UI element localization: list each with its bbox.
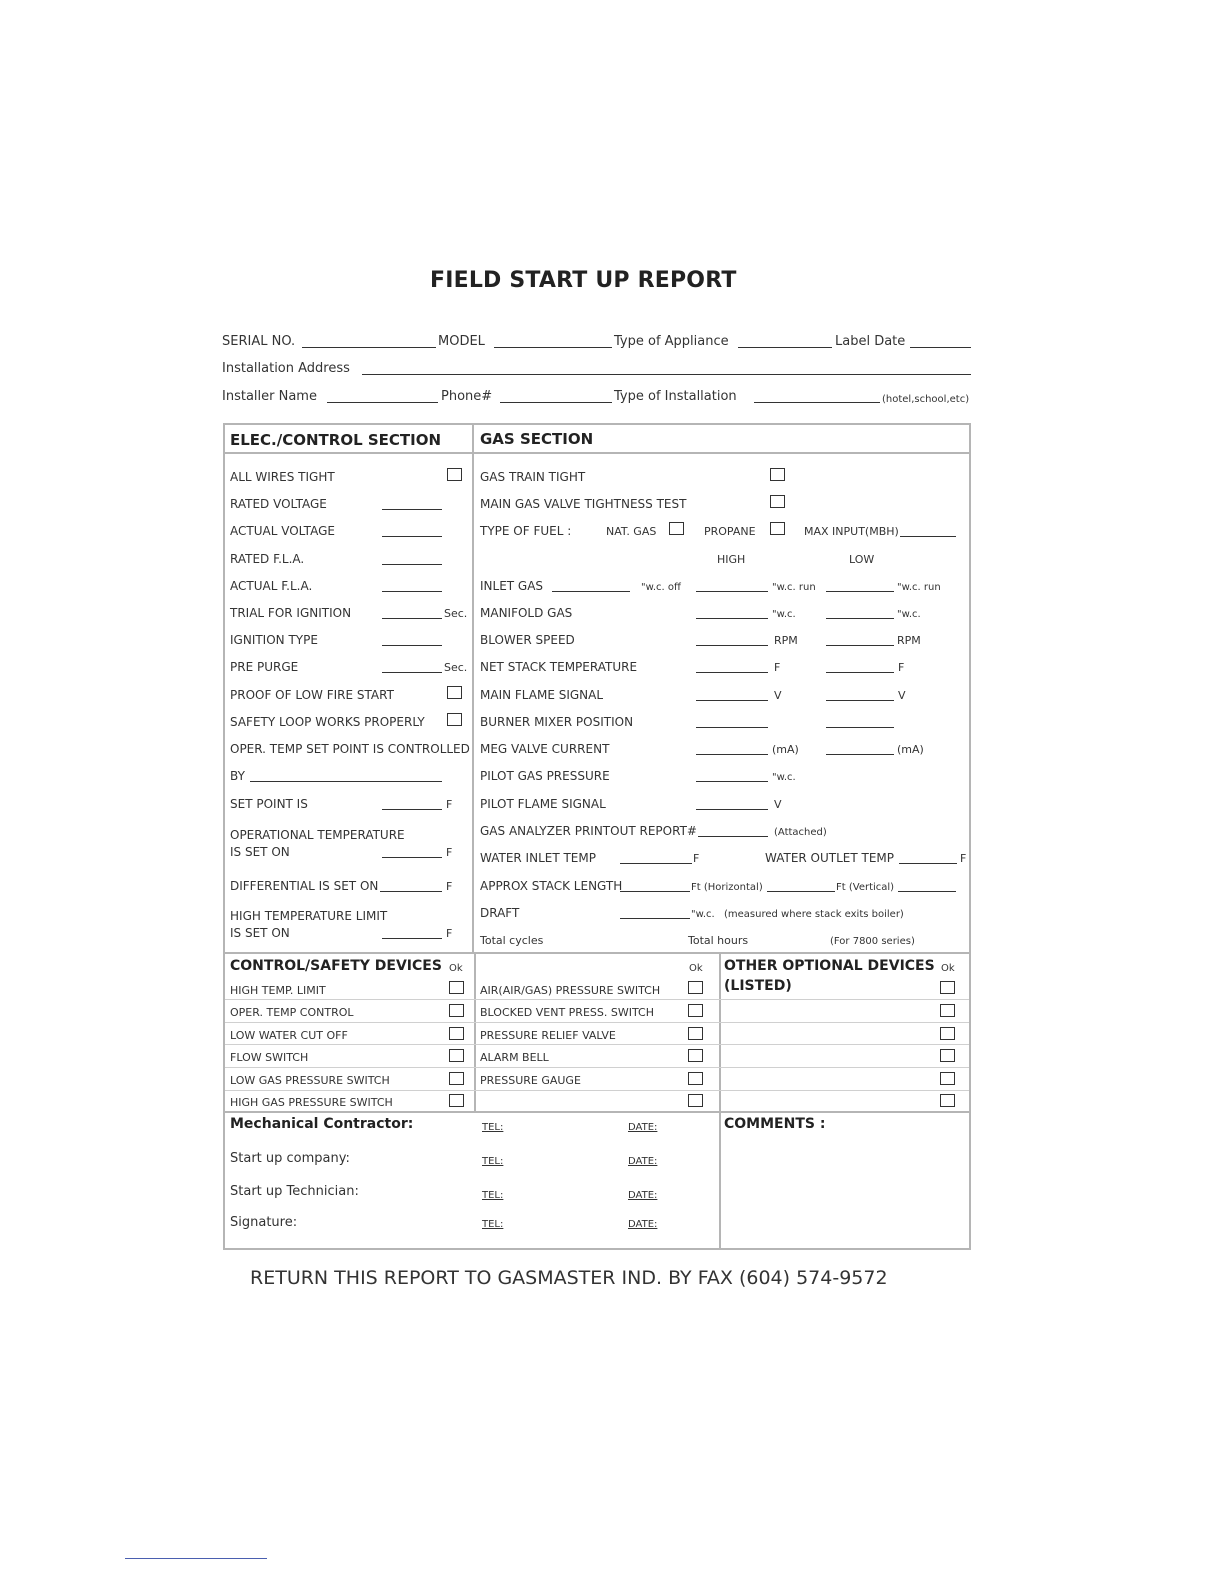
comments-label: COMMENTS :: [724, 1116, 826, 1132]
startup-technician-date[interactable]: DATE:: [628, 1190, 658, 1201]
total-cycles-label: Total cycles: [480, 934, 544, 947]
differential-unit: F: [446, 880, 453, 893]
blower-high-unit: RPM: [774, 634, 798, 647]
inlet-gas-off-field[interactable]: [552, 591, 630, 592]
set-point-label: SET POINT IS: [230, 797, 308, 811]
stack-extra-field[interactable]: [898, 891, 956, 892]
analyzer-label: GAS ANALYZER PRINTOUT REPORT#: [480, 824, 697, 838]
actual-fla-label: ACTUAL F.L.A.: [230, 579, 313, 593]
middle-device-label: PRESSURE RELIEF VALVE: [480, 1029, 616, 1042]
middle-device-checkbox[interactable]: [688, 1072, 703, 1085]
middle-device-checkbox[interactable]: [688, 1049, 703, 1062]
control-device-label: HIGH GAS PRESSURE SWITCH: [230, 1096, 393, 1109]
oper-temp-label: OPER. TEMP SET POINT IS CONTROLLED: [230, 742, 470, 756]
contacts-top-divider: [223, 1111, 971, 1113]
signature-date[interactable]: DATE:: [628, 1219, 658, 1230]
set-point-field[interactable]: [382, 809, 442, 810]
manifold-low-field[interactable]: [826, 618, 894, 619]
low-fire-checkbox[interactable]: [447, 686, 462, 699]
devices-top-divider: [223, 952, 971, 954]
main-flame-high-unit: V: [774, 689, 782, 702]
rated-voltage-field[interactable]: [382, 509, 442, 510]
devices-divider-1: [474, 952, 476, 1112]
device-row-divider: [225, 1022, 969, 1023]
actual-voltage-label: ACTUAL VOLTAGE: [230, 524, 335, 538]
label-date-label: Label Date: [835, 334, 906, 349]
nat-gas-checkbox[interactable]: [669, 522, 684, 535]
mixer-low-field[interactable]: [826, 727, 894, 728]
control-device-checkbox[interactable]: [449, 1049, 464, 1062]
label-date-field[interactable]: [910, 347, 971, 348]
install-type-label: Type of Installation: [614, 389, 737, 404]
other-device-checkbox[interactable]: [940, 981, 955, 994]
blower-high-field[interactable]: [696, 645, 768, 646]
water-outlet-unit: F: [960, 852, 967, 865]
propane-checkbox[interactable]: [770, 522, 785, 535]
main-flame-low-unit: V: [898, 689, 906, 702]
other-device-checkbox[interactable]: [940, 1072, 955, 1085]
operational-temp-unit: F: [446, 846, 453, 859]
rated-voltage-label: RATED VOLTAGE: [230, 497, 327, 511]
appliance-field[interactable]: [738, 347, 832, 348]
control-device-label: LOW WATER CUT OFF: [230, 1029, 348, 1042]
set-point-unit: F: [446, 798, 453, 811]
by-field[interactable]: [250, 781, 442, 782]
differential-label: DIFFERENTIAL IS SET ON: [230, 879, 379, 893]
installer-field[interactable]: [327, 402, 438, 403]
ignition-type-field[interactable]: [382, 645, 442, 646]
startup-technician-tel[interactable]: TEL:: [482, 1190, 504, 1201]
stack-temp-high-unit: F: [774, 661, 781, 674]
control-device-checkbox[interactable]: [449, 1027, 464, 1040]
appliance-label: Type of Appliance: [614, 334, 729, 349]
startup-technician-label: Start up Technician:: [230, 1184, 359, 1199]
serial-field[interactable]: [302, 347, 436, 348]
blower-low-field[interactable]: [826, 645, 894, 646]
other-ok-label: Ok: [941, 963, 955, 974]
water-inlet-field[interactable]: [620, 863, 692, 864]
middle-device-checkbox[interactable]: [688, 1027, 703, 1040]
mechanical-contractor-tel[interactable]: TEL:: [482, 1122, 504, 1133]
total-hours-label: Total hours: [688, 934, 749, 947]
stack-horizontal-unit: Ft (Horizontal): [691, 882, 763, 893]
stack-temp-low-field[interactable]: [826, 672, 894, 673]
high-column-label: HIGH: [717, 553, 746, 566]
wires-checkbox[interactable]: [447, 468, 462, 481]
other-device-checkbox[interactable]: [940, 1027, 955, 1040]
operational-temp-field[interactable]: [382, 857, 442, 858]
inlet-gas-low-unit: "w.c. run: [897, 582, 941, 593]
pre-purge-unit: Sec.: [444, 661, 468, 674]
water-outlet-field[interactable]: [899, 863, 957, 864]
section-header-divider: [223, 452, 971, 454]
meg-current-label: MEG VALVE CURRENT: [480, 742, 610, 756]
device-row-divider: [225, 1044, 969, 1045]
middle-device-checkbox[interactable]: [688, 981, 703, 994]
control-device-checkbox[interactable]: [449, 1094, 464, 1107]
other-devices-heading-2: (LISTED): [724, 978, 792, 994]
meg-low-unit: (mA): [897, 743, 924, 756]
serial-label: SERIAL NO.: [222, 334, 296, 349]
high-limit-label-2: IS SET ON: [230, 926, 290, 940]
wires-label: ALL WIRES TIGHT: [230, 470, 335, 484]
control-device-label: FLOW SWITCH: [230, 1051, 309, 1064]
stack-temp-low-unit: F: [898, 661, 905, 674]
return-instructions: RETURN THIS REPORT TO GASMASTER IND. BY FAX (604) 574-9572: [250, 1267, 888, 1289]
address-field[interactable]: [362, 374, 971, 375]
control-device-checkbox[interactable]: [449, 1072, 464, 1085]
pilot-pressure-unit: "w.c.: [772, 772, 796, 783]
high-limit-field[interactable]: [382, 938, 442, 939]
meg-high-field[interactable]: [696, 754, 768, 755]
analyzer-field[interactable]: [698, 836, 768, 837]
main-valve-checkbox[interactable]: [770, 495, 785, 508]
manifold-low-unit: "w.c.: [897, 609, 921, 620]
max-input-field[interactable]: [900, 536, 956, 537]
draft-field[interactable]: [620, 918, 690, 919]
inlet-gas-high-unit: "w.c. run: [772, 582, 816, 593]
control-device-label: OPER. TEMP CONTROL: [230, 1006, 354, 1019]
other-device-checkbox[interactable]: [940, 1094, 955, 1107]
manifold-high-unit: "w.c.: [772, 609, 796, 620]
actual-fla-field[interactable]: [382, 591, 442, 592]
blower-speed-label: BLOWER SPEED: [480, 633, 575, 647]
draft-label: DRAFT: [480, 906, 520, 920]
control-device-checkbox[interactable]: [449, 981, 464, 994]
high-limit-label: HIGH TEMPERATURE LIMIT: [230, 909, 388, 923]
mixer-position-label: BURNER MIXER POSITION: [480, 715, 634, 729]
main-valve-label: MAIN GAS VALVE TIGHTNESS TEST: [480, 497, 687, 511]
safety-loop-label: SAFETY LOOP WORKS PROPERLY: [230, 715, 425, 729]
elec-heading: ELEC./CONTROL SECTION: [230, 431, 442, 449]
series-note: (For 7800 series): [830, 936, 915, 947]
pre-purge-field[interactable]: [382, 672, 442, 673]
low-column-label: LOW: [849, 553, 875, 566]
differential-field[interactable]: [380, 891, 442, 892]
middle-device-checkbox[interactable]: [688, 1094, 703, 1107]
address-label: Installation Address: [222, 361, 350, 376]
high-limit-unit: F: [446, 927, 453, 940]
other-device-checkbox[interactable]: [940, 1004, 955, 1017]
install-type-hint: (hotel,school,etc): [882, 394, 970, 405]
startup-company-date[interactable]: DATE:: [628, 1156, 658, 1167]
pre-purge-label: PRE PURGE: [230, 660, 299, 674]
inlet-gas-low-field[interactable]: [826, 591, 894, 592]
elec-gas-divider: [472, 423, 474, 953]
signature-label: Signature:: [230, 1215, 298, 1230]
middle-device-label: BLOCKED VENT PRESS. SWITCH: [480, 1006, 654, 1019]
middle-ok-label: Ok: [689, 963, 703, 974]
footnote-rule: [125, 1558, 267, 1559]
mechanical-contractor-date[interactable]: DATE:: [628, 1122, 658, 1133]
safety-loop-checkbox[interactable]: [447, 713, 462, 726]
meg-low-field[interactable]: [826, 754, 894, 755]
max-input-label: MAX INPUT(MBH): [804, 525, 899, 538]
stack-temp-label: NET STACK TEMPERATURE: [480, 660, 638, 674]
mixer-high-field[interactable]: [696, 727, 768, 728]
by-label: BY: [230, 769, 245, 783]
stack-horizontal-field[interactable]: [620, 891, 690, 892]
meg-high-unit: (mA): [772, 743, 799, 756]
water-outlet-label: WATER OUTLET TEMP: [765, 851, 895, 865]
draft-note: (measured where stack exits boiler): [724, 909, 904, 920]
analyzer-attached: (Attached): [774, 827, 827, 838]
main-flame-high-field[interactable]: [696, 700, 768, 701]
trial-ignition-label: TRIAL FOR IGNITION: [230, 606, 352, 620]
pilot-flame-label: PILOT FLAME SIGNAL: [480, 797, 606, 811]
startup-company-label: Start up company:: [230, 1151, 350, 1166]
signature-tel[interactable]: TEL:: [482, 1219, 504, 1230]
main-flame-label: MAIN FLAME SIGNAL: [480, 688, 604, 702]
startup-company-tel[interactable]: TEL:: [482, 1156, 504, 1167]
phone-label: Phone#: [441, 389, 493, 404]
operational-temp-label-2: IS SET ON: [230, 845, 290, 859]
other-devices-heading: OTHER OPTIONAL DEVICES: [724, 958, 935, 974]
fuel-type-label: TYPE OF FUEL :: [480, 524, 572, 538]
control-device-label: LOW GAS PRESSURE SWITCH: [230, 1074, 390, 1087]
ignition-type-label: IGNITION TYPE: [230, 633, 318, 647]
main-flame-low-field[interactable]: [826, 700, 894, 701]
blower-low-unit: RPM: [897, 634, 921, 647]
middle-device-label: PRESSURE GAUGE: [480, 1074, 581, 1087]
phone-field[interactable]: [500, 402, 612, 403]
pilot-pressure-label: PILOT GAS PRESSURE: [480, 769, 610, 783]
stack-vertical-unit: Ft (Vertical): [836, 882, 895, 893]
pilot-pressure-field[interactable]: [696, 781, 768, 782]
rated-fla-field[interactable]: [382, 564, 442, 565]
page-title: FIELD START UP REPORT: [430, 268, 737, 293]
device-row-divider: [225, 1090, 969, 1091]
gas-train-label: GAS TRAIN TIGHT: [480, 470, 586, 484]
install-type-field[interactable]: [754, 402, 880, 403]
manifold-high-field[interactable]: [696, 618, 768, 619]
low-fire-label: PROOF OF LOW FIRE START: [230, 688, 394, 702]
control-ok-label: Ok: [449, 963, 463, 974]
water-inlet-label: WATER INLET TEMP: [480, 851, 596, 865]
stack-length-label: APPROX STACK LENGTH: [480, 879, 623, 893]
gas-heading: GAS SECTION: [480, 430, 594, 448]
trial-ignition-unit: Sec.: [444, 607, 468, 620]
trial-ignition-field[interactable]: [382, 618, 442, 619]
draft-unit: "w.c.: [691, 909, 715, 920]
propane-label: PROPANE: [704, 525, 756, 538]
control-devices-heading: CONTROL/SAFETY DEVICES: [230, 958, 442, 974]
devices-divider-2: [719, 952, 721, 1250]
middle-device-label: AIR(AIR/GAS) PRESSURE SWITCH: [480, 984, 661, 997]
pilot-flame-field[interactable]: [696, 809, 768, 810]
operational-temp-label: OPERATIONAL TEMPERATURE: [230, 828, 405, 842]
installer-label: Installer Name: [222, 389, 317, 404]
water-inlet-unit: F: [693, 852, 700, 865]
device-row-divider: [225, 1067, 969, 1068]
stack-vertical-field[interactable]: [767, 891, 835, 892]
comments-area[interactable]: [722, 1140, 968, 1248]
manifold-gas-label: MANIFOLD GAS: [480, 606, 573, 620]
inlet-gas-off-unit: "w.c. off: [641, 582, 681, 593]
device-row-divider: [225, 999, 969, 1000]
inlet-gas-label: INLET GAS: [480, 579, 544, 593]
stack-temp-high-field[interactable]: [696, 672, 768, 673]
gas-train-checkbox[interactable]: [770, 468, 785, 481]
rated-fla-label: RATED F.L.A.: [230, 552, 305, 566]
inlet-gas-high-field[interactable]: [696, 591, 768, 592]
model-label: MODEL: [438, 334, 485, 349]
control-device-label: HIGH TEMP. LIMIT: [230, 984, 326, 997]
other-device-checkbox[interactable]: [940, 1049, 955, 1062]
model-field[interactable]: [494, 347, 612, 348]
middle-device-label: ALARM BELL: [480, 1051, 549, 1064]
actual-voltage-field[interactable]: [382, 536, 442, 537]
control-device-checkbox[interactable]: [449, 1004, 464, 1017]
pilot-flame-unit: V: [774, 798, 782, 811]
middle-device-checkbox[interactable]: [688, 1004, 703, 1017]
nat-gas-label: NAT. GAS: [606, 525, 657, 538]
mechanical-contractor-label: Mechanical Contractor:: [230, 1116, 414, 1132]
